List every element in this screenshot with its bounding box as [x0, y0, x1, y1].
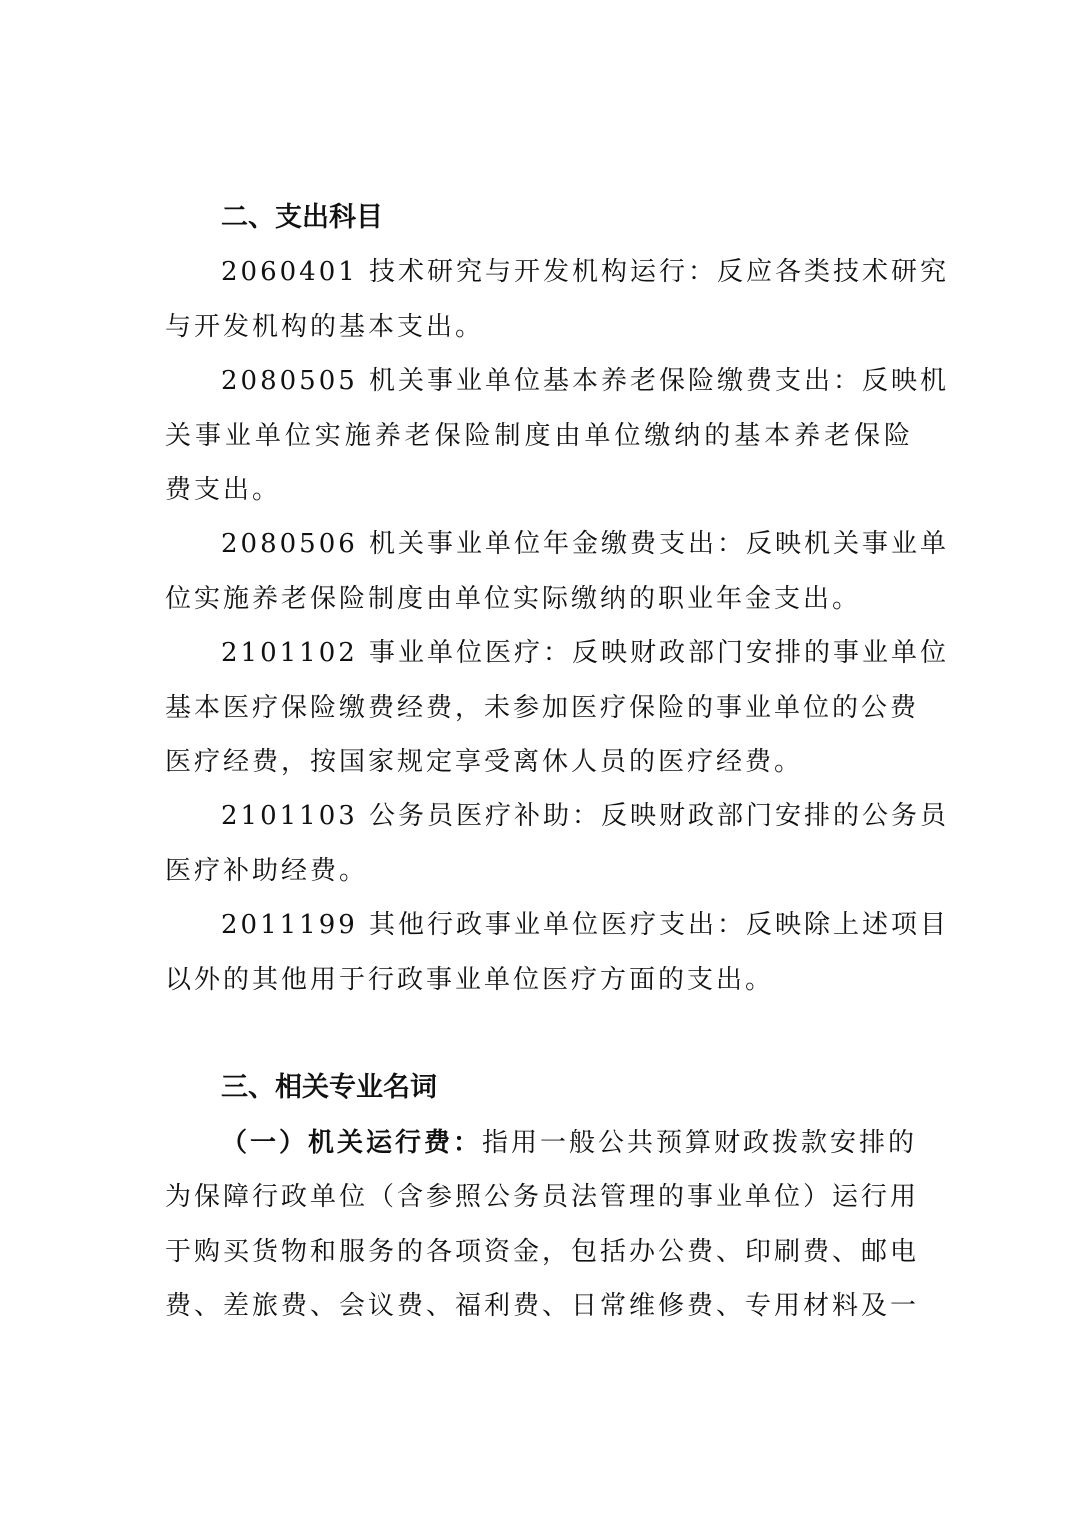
- expenditure-item-line: 2011199 其他行政事业单位医疗支出：反映除上述项目: [221, 910, 950, 941]
- expenditure-item-line: 费支出。: [165, 475, 282, 506]
- term-paragraph-first-line: [165, 1116, 918, 1170]
- document-page: [165, 191, 950, 1334]
- expenditure-item-line: 位实施养老保险制度由单位实际缴纳的职业年金支出。: [165, 583, 862, 614]
- expenditure-item-line: 关事业单位实施养老保险制度由单位缴纳的基本养老保险: [165, 420, 913, 451]
- section-heading-terms: 三、相关专业名词: [221, 1072, 437, 1104]
- section-heading-expenditure-items: 二、支出科目: [221, 202, 383, 233]
- expenditure-item-line: 2080505 机关事业单位基本养老保险缴费支出：反映机: [221, 366, 950, 397]
- expenditure-item-line: 基本医疗保险缴费经费，未参加医疗保险的事业单位的公费: [165, 692, 920, 723]
- spacer: [165, 1007, 913, 1061]
- expenditure-item-line: 医疗经费，按国家规定享受离休人员的医疗经费。: [165, 747, 804, 778]
- term-text: 指用一般公共预算财政拨款安排的: [482, 1127, 918, 1158]
- term-paragraph-line: 费、差旅费、会议费、福利费、日常维修费、专用材料及一: [165, 1291, 920, 1322]
- expenditure-item-line: 2080506 机关事业单位年金缴费支出：反映机关事业单: [221, 529, 950, 560]
- expenditure-item-line: 2101103 公务员医疗补助：反映财政部门安排的公务员: [221, 801, 950, 832]
- expenditure-item-line: 以外的其他用于行政事业单位医疗方面的支出。: [165, 964, 775, 995]
- expenditure-item-line: 医疗补助经费。: [165, 855, 369, 886]
- expenditure-item-line: 2060401 技术研究与开发机构运行：反应各类技术研究: [221, 257, 950, 288]
- expenditure-items-list: [165, 245, 950, 1007]
- expenditure-item-line: 2101102 事业单位医疗：反映财政部门安排的事业单位: [221, 638, 950, 669]
- expenditure-item-line: 与开发机构的基本支出。: [165, 311, 485, 342]
- term-label: （一）机关运行费：: [221, 1127, 483, 1158]
- term-paragraph-line: 为保障行政单位（含参照公务员法管理的事业单位）运行用: [165, 1182, 920, 1213]
- term-paragraph-line: 于购买货物和服务的各项资金，包括办公费、印刷费、邮电: [165, 1236, 920, 1267]
